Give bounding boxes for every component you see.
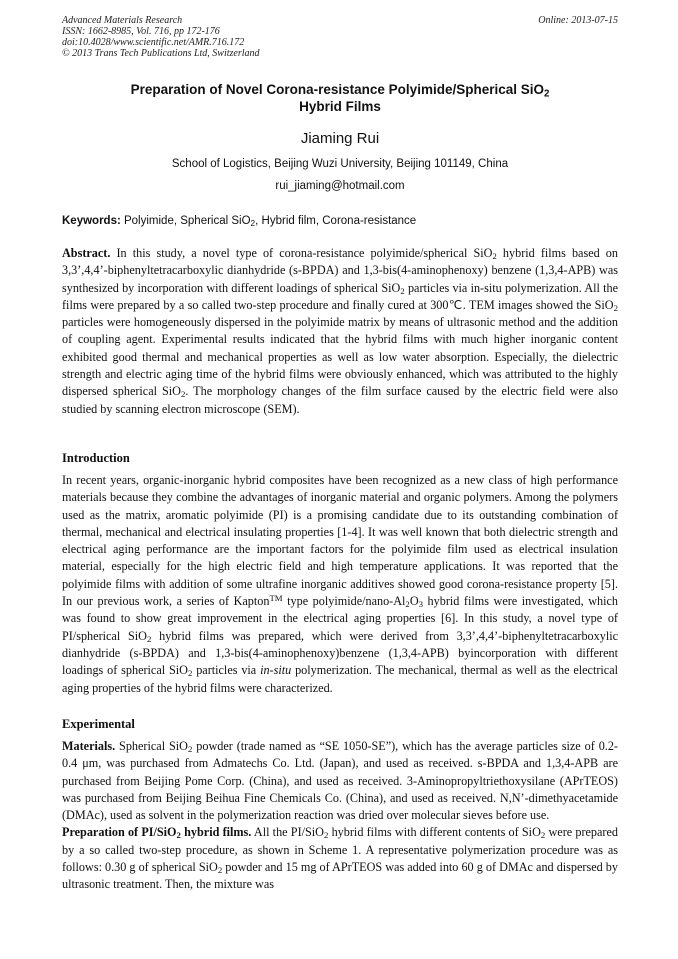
sub-2: 2	[187, 744, 193, 755]
intro-text: type polyimide/nano-Al	[282, 594, 406, 609]
intro-text: particles via	[192, 663, 261, 678]
exp-text: powder and 15 mg of APrTEOS was added into 60 g of DMAc and dispersed by ultrasonic treatment. Then, the mixture was	[62, 860, 618, 892]
sub-2: 2	[323, 830, 329, 841]
sub-2: 2	[400, 285, 405, 296]
sub-2: 2	[180, 389, 186, 400]
intro-italic: in-situ	[260, 663, 292, 678]
abstract	[62, 245, 618, 418]
keywords-text: Polyimide, Spherical SiO	[120, 215, 251, 227]
preparation-label	[62, 825, 251, 839]
exp-text: All the PI/SiO	[251, 825, 324, 840]
abstract-text: particles were homogeneously dispersed in the polyimide matrix by means of ultrasonic method and the addition of coupling agent. Experimental results indicated that the hybrid films with much higher inorganic content exhibited good thermal and mechanical properties as well as low water absorption. Especially, the dielectric strength and electric aging time of the hybrid films were obviously enhanced, which was attributed to the highly dispersed spherical SiO	[62, 315, 618, 399]
prep-label-text: Preparation of PI/SiO	[62, 825, 177, 840]
abstract-text: In this study, a novel type of corona-resistance polyimide/spherical SiO	[110, 246, 493, 260]
author-affiliation: School of Logistics, Beijing Wuzi University, Beijing 101149, China	[171, 158, 509, 170]
experimental-body	[62, 738, 618, 894]
exp-text: Spherical SiO	[115, 739, 188, 753]
sub-2: 2	[492, 251, 497, 262]
title-line1: Preparation of Novel Corona-resistance Polyimide/Spherical SiO	[130, 82, 544, 97]
journal-doi: doi:10.4028/www.scientific.net/AMR.716.172	[62, 37, 245, 48]
journal-copyright: © 2013 Trans Tech Publications Ltd, Switzerland	[62, 48, 260, 59]
abstract-text: particles via in-situ polymerization. All the films were prepared by a so called two-step procedure and finally cured at 300℃. TEM images showed the SiO	[62, 280, 619, 312]
keywords-sub: 2	[250, 219, 256, 229]
intro-text: In recent years, organic-inorganic hybrid composites have been recognized as a new class of high performance materials because they combine the advantages of inorganic material and organic polymers. Among the polymers used as the matrix, aromatic polyimide (PI) is a promising candidate due to its outstanding combination of thermal, mechanical and electrical insulating properties [1-4]. It was well known that both dielectric strength and electrical aging performance are the important factors for the polyimide film used as electrical insulation material, especially for the high electric field and high temperature applications. It was reported that the polyimide films with addition of some ultrafine inorganic additives showed good corona-resistance property [5]. In our previous work, a series of Kapton	[62, 473, 618, 609]
exp-text: were prepared by a so called two-step procedure, as shown in Scheme 1. A representative polymerization procedure was as follows: 0.30 g of spherical SiO	[62, 825, 618, 875]
sub-2: 2	[613, 303, 618, 314]
materials-label: Materials.	[62, 739, 116, 753]
paper-title	[62, 81, 618, 115]
sub-2: 2	[217, 865, 223, 876]
sub-3: 3	[418, 599, 424, 610]
journal-issn: ISSN: 1662-8985, Vol. 716, pp 172-176	[62, 26, 220, 37]
author-email: rui_jiaming@hotmail.com	[275, 180, 405, 192]
sub-2: 2	[540, 830, 546, 841]
title-sub: 2	[543, 88, 550, 100]
sub-2: 2	[405, 599, 410, 610]
introduction-heading: Introduction	[62, 451, 130, 465]
exp-text: powder (trade named as “SE 1050-SE”), which has the average particles size of 0.2-0.4 μm, was purchased from Admatechs Co. Ltd. (Japan), and used as received. s-BPDA and 1,3,4-APB are purchased from Beijing Pome Corp. (China), and used as received. 3-Aminopropyltriethoxysilane (APrTEOS) was purchased from Beijing Beihua Fine Chemicals Co. (China), and used as received. N,N’-dimethyacetamide (DMAc), used as solvent in the polymerization reaction was dried over molecular sieves before use.	[62, 739, 618, 823]
abstract-text: . The morphology changes of the film surface caused by the electric field were also studied by scanning electron microscope (SEM).	[62, 384, 618, 416]
keywords	[62, 214, 618, 228]
intro-text: hybrid films were investigated, which was found to show great improvement in the electrical aging properties [6]. In this study, a novel type of PI/spherical SiO	[62, 594, 618, 643]
keywords-text-2: , Hybrid film, Corona-resistance	[255, 215, 417, 227]
preparation-paragraph	[62, 824, 618, 893]
prep-label-text: hybrid films.	[180, 825, 252, 840]
introduction-body	[62, 472, 618, 697]
sub-2: 2	[146, 633, 152, 644]
sub-2: 2	[176, 830, 181, 841]
exp-text: hybrid films with different contents of SiO	[328, 825, 541, 840]
abstract-label: Abstract.	[62, 246, 111, 260]
author-name: Jiaming Rui	[300, 130, 380, 147]
intro-text: hybrid films was prepared, which were derived from 3,3’,4,4’-biphenyltetracarboxylic dianhydride (s-BPDA) and 1,3-bis(4-aminophenoxy)benzene (1,3,4-APB) byincorporation with different loadings of spherical SiO	[62, 628, 618, 678]
abstract-text: hybrid films based on 3,3’,4,4’-biphenyltetracarboxylic dianhydride (s-BPDA) and 1,3-bis(4-aminophenoxy) benzene (1,3,4-APB) was synthesized by incorporation with different loadings of spherical SiO	[62, 246, 618, 295]
trademark-sup: TM	[269, 593, 283, 604]
experimental-heading: Experimental	[62, 717, 135, 731]
intro-text: O	[409, 594, 419, 609]
journal-header	[62, 15, 618, 59]
intro-text: polymerization. The mechanical, thermal as well as the electrical aging properties of the hybrid films were characterized.	[62, 663, 618, 695]
online-date: Online: 2013-07-15	[538, 15, 618, 26]
materials-paragraph	[62, 738, 618, 824]
sub-2: 2	[187, 668, 193, 679]
keywords-label: Keywords:	[62, 215, 121, 227]
journal-name: Advanced Materials Research	[62, 15, 183, 26]
title-line2: Hybrid Films	[299, 99, 381, 114]
